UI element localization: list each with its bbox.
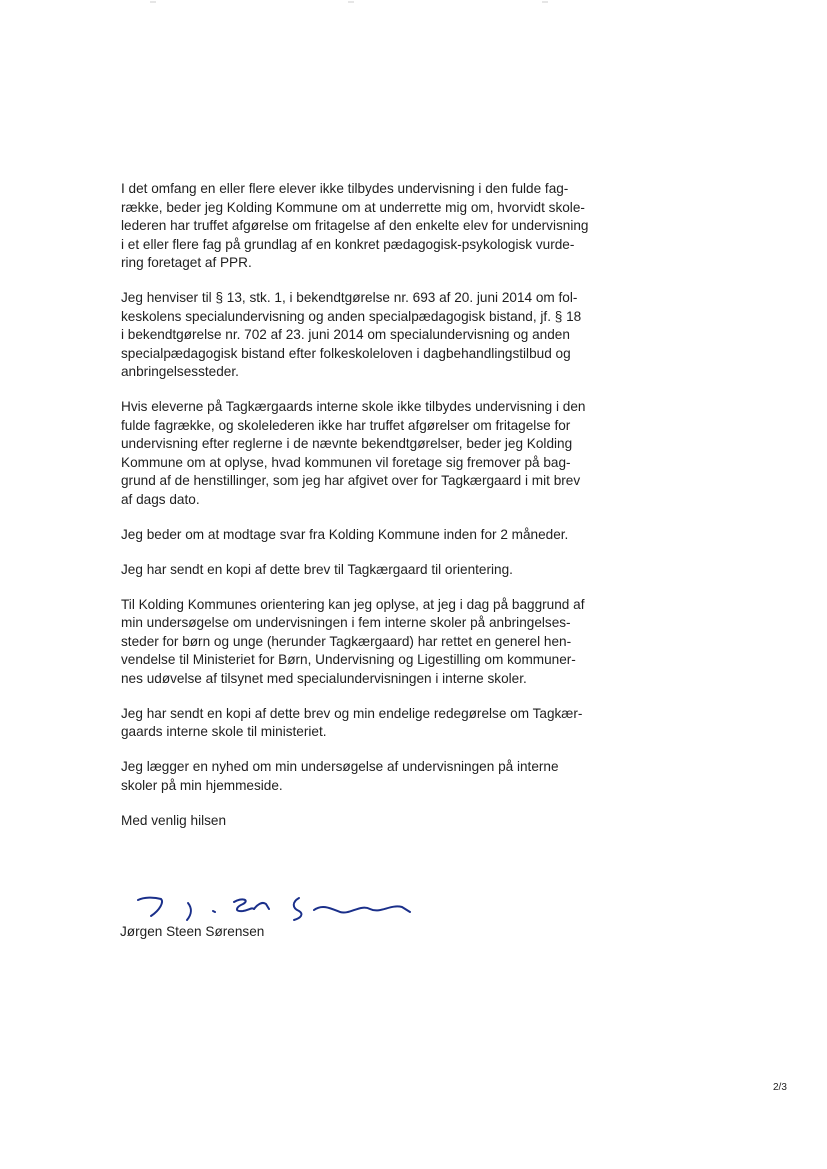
text-line: fulde fagrække, og skolelederen ikke har truffet afgørelser om fritagelse for [121, 417, 571, 433]
handwritten-signature [134, 888, 416, 922]
text-line: i bekendtgørelse nr. 702 af 23. juni 2014 om specialundervisning og anden [121, 327, 570, 342]
text-line: grund af de henstillinger, som jeg har afgivet over for Tagkærgaard i mit brev [121, 473, 581, 488]
signature-strokes [138, 898, 410, 920]
text-line: skoler på min hjemmeside. [121, 777, 283, 793]
paragraph [121, 180, 591, 273]
text-line: Jeg beder om at modtage svar fra Kolding Kommune inden for 2 måneder. [121, 526, 569, 542]
text-line: anbringelsessteder. [121, 364, 239, 379]
scan-artifact-marks [150, 0, 550, 4]
page-number: 2/3 [773, 1082, 787, 1093]
text-line: Hvis eleverne på Tagkærgaards interne skole ikke tilbydes undervisning i den [121, 399, 586, 414]
text-line: gaards interne skole til ministeriet. [121, 724, 327, 739]
text-line: række, beder jeg Kolding Kommune om at underrette mig om, hvorvidt skole- [121, 199, 585, 215]
paragraph [121, 398, 591, 509]
paragraph [121, 596, 591, 689]
paragraph [121, 561, 591, 580]
text-line: ring foretaget af PPR. [121, 255, 252, 270]
text-line: Jeg henviser til § 13, stk. 1, i bekendtgørelse nr. 693 af 20. juni 2014 om fol- [121, 290, 578, 305]
closing-salutation: Med venlig hilsen [121, 812, 227, 828]
text-line: undervisning efter reglerne i de nævnte bekendtgørelser, beder jeg Kolding [121, 436, 573, 451]
text-line: steder for børn og unge (herunder Tagkærgaard) har rettet en generel hen- [121, 633, 572, 649]
paragraph [121, 705, 591, 742]
text-line: nes udøvelse af tilsynet med specialundervisningen i interne skoler. [121, 670, 527, 686]
letter-body [121, 180, 591, 830]
text-line: Jeg har sendt en kopi af dette brev til Tagkærgaard til orientering. [121, 561, 513, 577]
text-line: vendelse til Ministeriet for Børn, Undervisning og Ligestilling om kommuner- [121, 652, 576, 667]
text-line: af dags dato. [121, 491, 200, 507]
text-line: specialpædagogisk bistand efter folkeskoleloven i dagbehandlingstilbud og [121, 345, 571, 361]
text-line: lederen har truffet afgørelse om fritagelse af den enkelte elev for undervisning [121, 218, 589, 233]
text-line: Jeg har sendt en kopi af dette brev og min endelige redegørelse om Tagkær- [121, 705, 583, 721]
text-line: keskolens specialundervisning og anden specialpædagogisk bistand, jf. § 18 [121, 308, 582, 324]
paragraph [121, 289, 591, 382]
text-line: Jeg lægger en nyhed om min undersøgelse af undervisningen på interne [121, 759, 559, 774]
text-line: Kommune om at oplyse, hvad kommunen vil foretage sig fremover på bag- [121, 454, 571, 470]
paragraph [121, 526, 591, 545]
text-line: Til Kolding Kommunes orientering kan jeg oplyse, at jeg i dag på baggrund af [121, 596, 585, 612]
text-line: I det omfang en eller flere elever ikke tilbydes undervisning i den fulde fag- [121, 181, 569, 196]
text-line: min undersøgelse om undervisningen i fem interne skoler på anbringelses- [121, 615, 571, 630]
paragraph [121, 758, 591, 795]
text-line: i et eller flere fag på grundlag af en konkret pædagogisk-psykologisk vurde- [121, 236, 575, 252]
signer-name: Jørgen Steen Sørensen [120, 924, 265, 939]
